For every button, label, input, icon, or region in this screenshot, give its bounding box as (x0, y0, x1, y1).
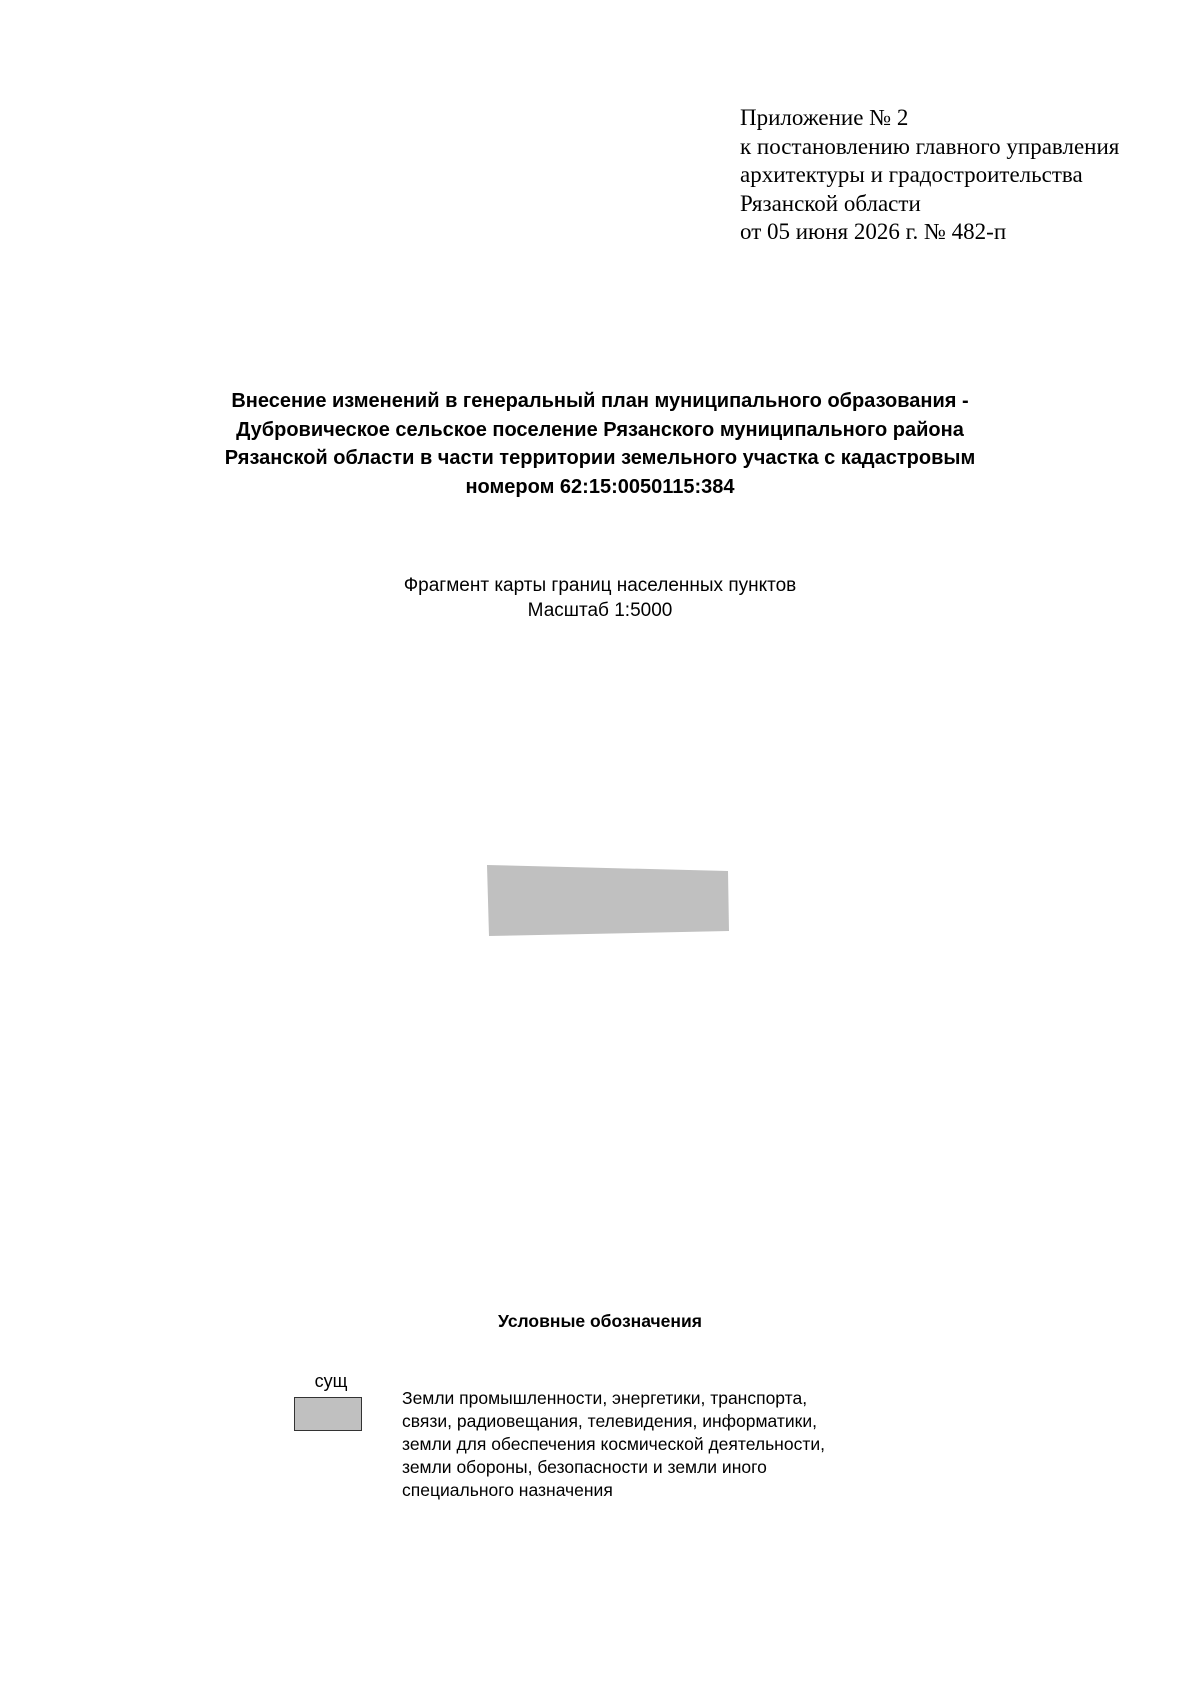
legend-code-label: сущ (314, 1371, 348, 1391)
title-line: Рязанской области в части территории земельного участка с кадастровым (224, 447, 976, 469)
legend-description-line: специального назначения (402, 1480, 613, 1500)
legend-description-line: земли обороны, безопасности и земли иного (402, 1457, 767, 1477)
map-fragment (140, 640, 1060, 1260)
document-title (150, 387, 1050, 501)
title-line: номером 62:15:0050115:384 (465, 475, 735, 498)
map-scale: Масштаб 1:5000 (527, 599, 673, 621)
appendix-line: архитектуры и градостроительства (740, 162, 1083, 188)
appendix-line: к постановлению главного управления (740, 133, 1120, 159)
legend-heading: Условные обозначения (498, 1311, 702, 1331)
appendix-line: Рязанской области (740, 190, 921, 216)
land-plot-polygon (487, 865, 729, 936)
title-line: Дубровическое сельское поселение Рязанского муниципального района (236, 418, 964, 441)
legend-description (402, 1387, 922, 1502)
legend-description-line: Земли промышленности, энергетики, транспорта, (402, 1388, 808, 1408)
appendix-block (740, 104, 1180, 247)
appendix-line: Приложение № 2 (740, 105, 909, 130)
legend-description-line: связи, радиовещания, телевидения, информатики, (402, 1411, 817, 1431)
appendix-line: от 05 июня 2026 г. № 482-п (740, 219, 1007, 245)
legend-description-line: земли для обеспечения космической деятельности, (402, 1434, 825, 1454)
map-caption-text: Фрагмент карты границ населенных пунктов (403, 575, 797, 596)
title-line: Внесение изменений в генеральный план муниципального образования - (231, 390, 969, 412)
map-svg (140, 640, 1060, 1260)
legend-swatch (294, 1397, 362, 1431)
map-caption (300, 574, 900, 623)
